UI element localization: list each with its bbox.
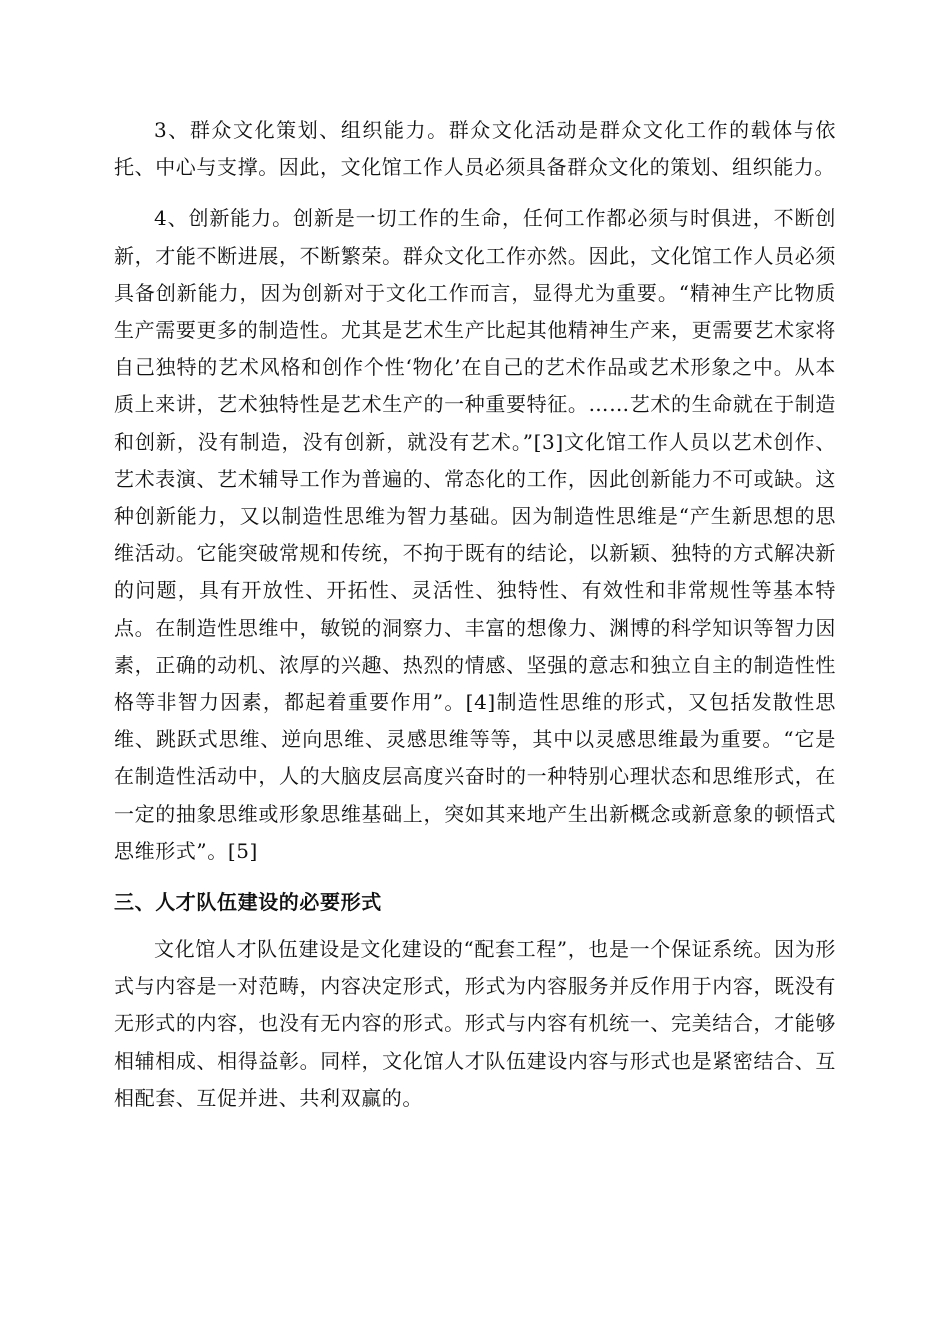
section-heading: 三、人才队伍建设的必要形式 (114, 890, 382, 915)
paragraph-planning-ability: 3、群众文化策划、组织能力。群众文化活动是群众文化工作的载体与依托、中心与支撑。因此，文化馆工作人员必须具备群众文化的策划、组织能力。 (114, 118, 836, 180)
paragraph-talent-team-form: 文化馆人才队伍建设是文化建设的“配套工程”，也是一个保证系统。因为形式与内容是一对范畴，内容决定形式，形式为内容服务并反作用于内容，既没有无形式的内容，也没有无内容的形式。形式与内容有机统一、完美结合，才能够相辅相成、相得益彰。同样，文化馆人才队伍建设内容与形式也是紧密结合、互相配套、互促并进、共利双赢的。 (114, 937, 836, 1110)
paragraph-innovation-ability: 4、创新能力。创新是一切工作的生命，任何工作都必须与时俱进，不断创新，才能不断进展，不断繁荣。群众文化工作亦然。因此，文化馆工作人员必须具备创新能力，因为创新对于文化工作而言，显得尤为重要。“精神生产比物质生产需要更多的制造性。尤其是艺术生产比起其他精神生产来，更需要艺术家将自己独特的艺术风格和创作个性‘物化’在自己的艺术作品或艺术形象之中。从本质上来讲，艺术独特性是艺术生产的一种重要特征。……艺术的生命就在于制造和创新，没有制造，没有创新，就没有艺术。”[3]文化馆工作人员以艺术创作、艺术表演、艺术辅导工作为普遍的、常态化的工作，因此创新能力不可或缺。这种创新能力，又以制造性思维为智力基础。因为制造性思维是“产生新思想的思维活动。它能突破常规和传统，不拘于既有的结论，以新颖、独特的方式解决新的问题，具有开放性、开拓性、灵活性、独特性、有效性和非常规性等基本特点。在制造性思维中，敏锐的洞察力、丰富的想像力、渊博的科学知识等智力因素，正确的动机、浓厚的兴趣、热烈的情感、坚强的意志和独立自主的制造性性格等非智力因素，都起着重要作用”。[4]制造性思维的形式，又包括发散性思维、跳跃式思维、逆向思维、灵感思维等等，其中以灵感思维最为重要。“它是在制造性活动中，人的大脑皮层高度兴奋时的一种特别心理状态和思维形式，在一定的抽象思维或形象思维基础上，突如其来地产生出新概念或新意象的顿悟式思维形式”。[5] (114, 206, 836, 863)
document-body (114, 112, 836, 1131)
